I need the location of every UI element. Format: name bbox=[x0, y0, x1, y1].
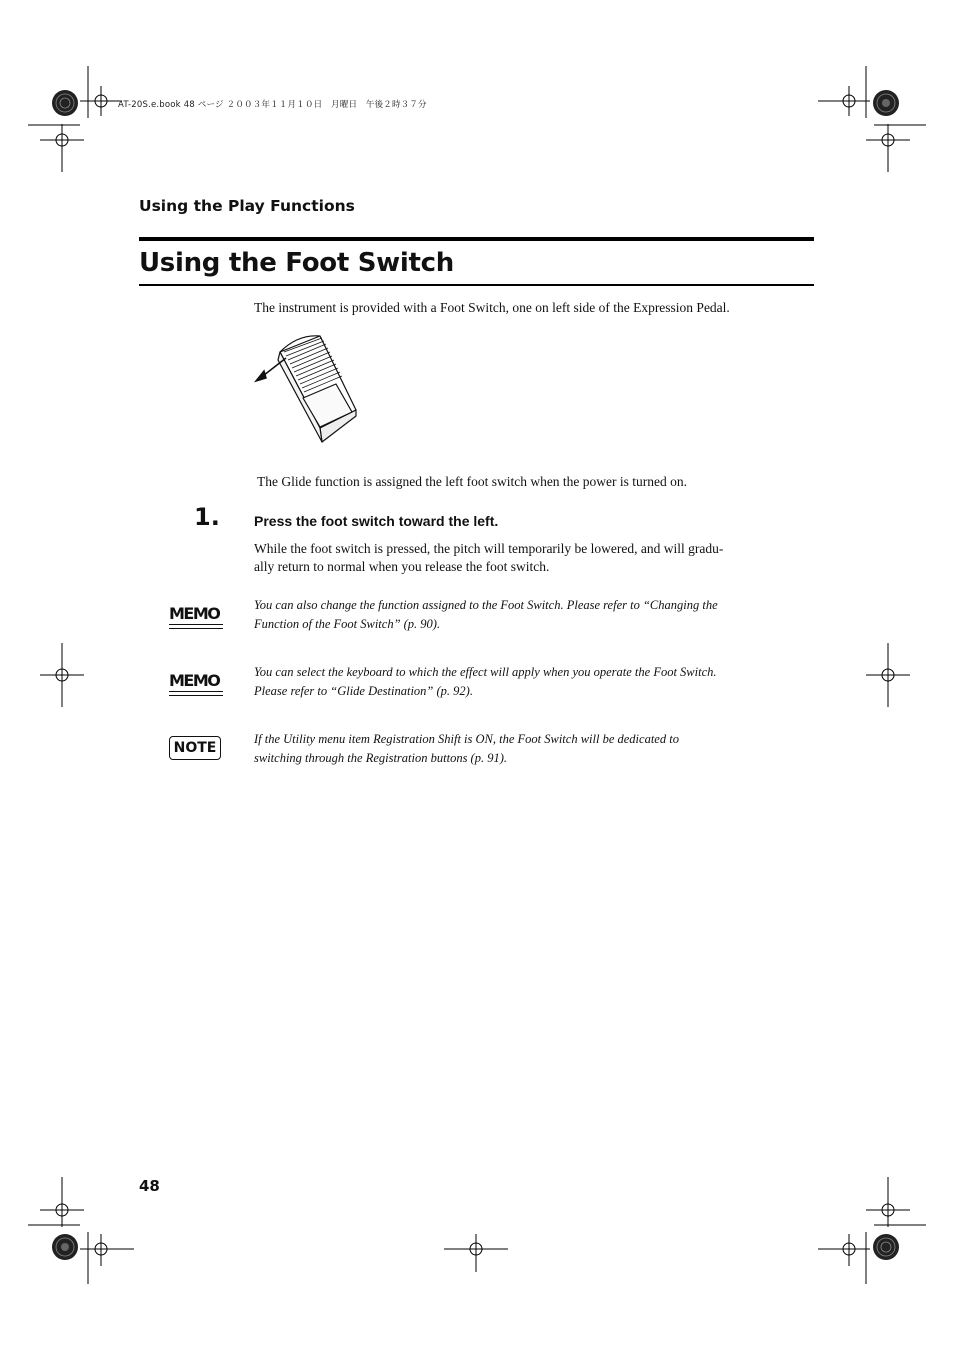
memo-icon bbox=[169, 671, 225, 695]
step-body-line: While the foot switch is pressed, the pitch will temporarily be lowered, and will gradu- bbox=[254, 541, 724, 556]
foot-switch-illustration bbox=[250, 330, 370, 450]
title-rule-top bbox=[139, 237, 814, 241]
memo-note-line: You can also change the function assigned to the Foot Switch. Please refer to “Changing the bbox=[254, 598, 718, 612]
running-head: Using the Play Functions bbox=[139, 197, 355, 215]
glide-paragraph: The Glide function is assigned the left foot switch when the power is turned on. bbox=[257, 474, 688, 489]
memo-icon-underline bbox=[169, 624, 223, 629]
memo-note-line: You can select the keyboard to which the effect will apply when you operate the Foot Switch. bbox=[254, 665, 717, 679]
caution-note-line: If the Utility menu item Registration Shift is ON, the Foot Switch will be dedicated to bbox=[254, 732, 679, 746]
page-number: 48 bbox=[139, 1177, 160, 1195]
memo-icon-label: MEMO bbox=[169, 671, 220, 690]
memo-note bbox=[254, 663, 717, 700]
intro-paragraph: The instrument is provided with a Foot Switch, one on left side of the Expression Pedal. bbox=[254, 300, 730, 315]
caution-note bbox=[254, 730, 679, 767]
memo-icon bbox=[169, 604, 225, 628]
step-body-line: ally return to normal when you release the foot switch. bbox=[254, 559, 550, 574]
memo-note bbox=[254, 596, 718, 633]
caution-note-line: switching through the Registration buttons (p. 91). bbox=[254, 750, 508, 765]
memo-note-line: Function of the Foot Switch” (p. 90). bbox=[254, 616, 441, 631]
step-number: 1. bbox=[194, 503, 220, 531]
memo-icon-underline bbox=[169, 691, 223, 696]
section-title: Using the Foot Switch bbox=[139, 248, 454, 278]
step-title: Press the foot switch toward the left. bbox=[254, 513, 499, 529]
file-header: AT-20S.e.book 48 ページ ２００３年１１月１０日 月曜日 午後２時３７分 bbox=[118, 100, 427, 110]
note-icon: NOTE bbox=[169, 736, 221, 760]
memo-note-line: Please refer to “Glide Destination” (p. 92). bbox=[254, 683, 473, 698]
step-body bbox=[254, 540, 723, 576]
title-rule-bottom bbox=[139, 284, 814, 286]
memo-icon-label: MEMO bbox=[169, 604, 220, 623]
